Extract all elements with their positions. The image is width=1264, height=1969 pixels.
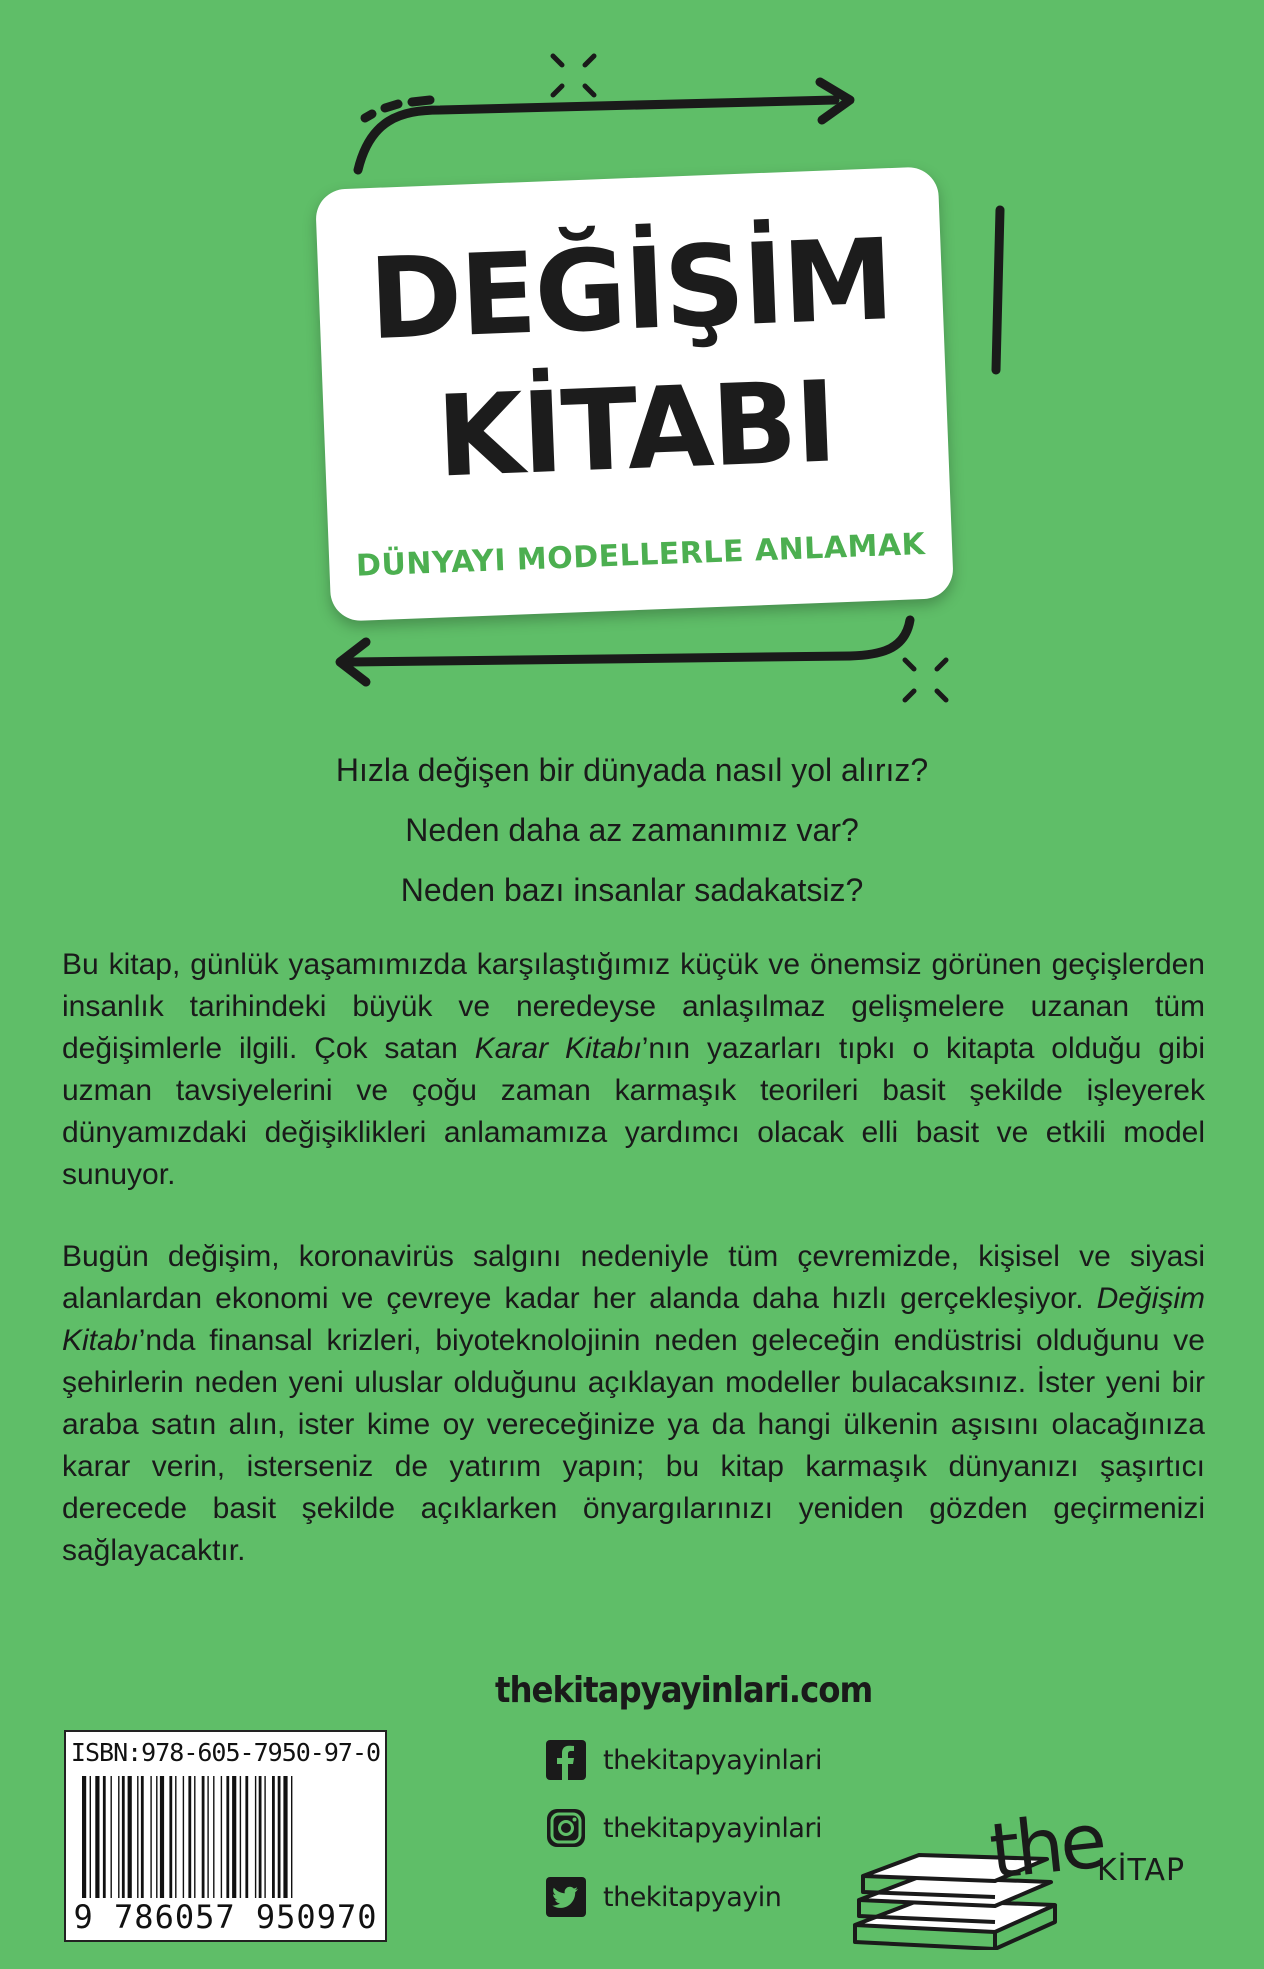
paragraph-text: Bugün değişim, koronavirüs salgını nedeniyle tüm çevremizde, kişisel ve siyasi alanlardan ekonomi ve çevreye kadar her alanda daha hızlı gerçekleşiyor.	[62, 1240, 1205, 1315]
barcode-bar	[118, 1776, 119, 1898]
barcode-bar	[82, 1776, 86, 1898]
logo-word-the: the	[985, 1795, 1107, 1896]
barcode-bar	[255, 1776, 256, 1898]
barcode-bar	[122, 1776, 125, 1898]
description-paragraph-1	[62, 944, 1205, 1196]
barcode-bar	[278, 1776, 281, 1898]
question: Neden bazı insanlar sadakatsiz?	[400, 872, 864, 908]
barcode-bar	[245, 1776, 248, 1898]
barcode-bar	[169, 1776, 172, 1898]
twitter-handle: thekitapyayin	[603, 1881, 782, 1913]
barcode-bar	[90, 1776, 91, 1898]
isbn-label: ISBN:978-605-7950-97-0	[70, 1738, 381, 1767]
barcode-bar	[128, 1776, 132, 1898]
facebook-handle: thekitapyayinlari	[603, 1744, 822, 1776]
barcode-bar	[141, 1776, 144, 1898]
barcode-bar	[213, 1776, 214, 1898]
question: Hızla değişen bir dünyada nasıl yol alırız?	[335, 752, 929, 788]
website-link[interactable]: thekitapyayinlari.com	[495, 1670, 873, 1711]
barcode-image	[82, 1776, 369, 1898]
question-list	[200, 740, 1064, 920]
paragraph-text: ’nın yazarları tıpkı o kitapta olduğu gibi uzman tavsiyelerini ve çoğu zaman karmaşık teorileri basit şekilde işleyerek dünyamızdaki değişiklikleri anlamamıza yardımcı olacak elli basit ve etkili model sunuyor.	[62, 1032, 1205, 1191]
barcode-bar	[188, 1776, 191, 1898]
publisher-logo	[845, 1760, 1185, 1950]
barcode-bar	[160, 1776, 164, 1898]
isbn-barcode-box	[64, 1730, 387, 1942]
barcode-bar	[291, 1776, 292, 1898]
facebook-icon	[545, 1739, 587, 1781]
barcode-bar	[150, 1776, 151, 1898]
social-instagram[interactable]	[545, 1805, 822, 1851]
barcode-bar	[183, 1776, 184, 1898]
paragraph-text: Bu kitap, günlük yaşamımızda karşılaştığımız küçük ve önemsiz görünen geçişlerden insanlık tarihindeki büyük ve neredeyse anlaşılmaz gelişmelere uzanan tüm değişimlerle ilgili. Çok satan	[62, 948, 1205, 1065]
barcode-bar	[221, 1776, 222, 1898]
social-twitter[interactable]	[545, 1874, 781, 1920]
barcode-bar	[240, 1776, 241, 1898]
instagram-handle: thekitapyayinlari	[603, 1812, 822, 1844]
logo-word-kitap: KİTAP	[1097, 1853, 1185, 1888]
barcode-bar	[226, 1776, 229, 1898]
barcode-bar	[137, 1776, 138, 1898]
barcode-bar	[175, 1776, 176, 1898]
barcode-bar	[283, 1776, 287, 1898]
barcode-bar	[103, 1776, 106, 1898]
barcode-bar	[194, 1776, 195, 1898]
barcode-bar	[202, 1776, 205, 1898]
barcode-bar	[232, 1776, 236, 1898]
barcode-bar	[111, 1776, 112, 1898]
description-paragraph-2	[62, 1236, 1205, 1572]
italic-book-title: Karar Kitabı	[474, 1032, 642, 1065]
book-title-line-1: DEĞİŞİM	[366, 215, 895, 366]
twitter-icon	[545, 1876, 587, 1918]
title-block	[315, 166, 954, 622]
barcode-bar	[259, 1776, 262, 1898]
isbn-digits: 9 786057 950970	[70, 1898, 381, 1936]
barcode-bar	[207, 1776, 208, 1898]
instagram-icon	[545, 1807, 587, 1849]
barcode-bar	[156, 1776, 157, 1898]
barcode-bar	[272, 1776, 275, 1898]
paragraph-text: ’nda finansal krizleri, biyoteknolojinin neden geleceğin endüstrisi olduğunu ve şehirlerin neden yeni uluslar olduğunu açıklayan modeller bulacaksınız. İster yeni bir araba satın alın, ister kime oy vereceğinize ya da hangi ülkenin aşısını olacağınıza karar verin, isterseniz de yatırım yapın; bu kitap karmaşık dünyanızı şaşırtıcı derecede basit şekilde açıklarken önyargılarınızı yeniden gözden geçirmenizi sağlayacaktır.	[62, 1324, 1205, 1567]
barcode-bar	[264, 1776, 265, 1898]
book-subtitle: DÜNYAYI MODELLERLE ANLAMAK	[355, 526, 926, 584]
social-facebook[interactable]	[545, 1737, 822, 1783]
book-title-line-2: KİTABI	[434, 357, 838, 503]
barcode-bar	[95, 1776, 99, 1898]
italic-book-title: Değişim Kitabı	[62, 1282, 1205, 1357]
question: Neden daha az zamanımız var?	[405, 812, 859, 848]
